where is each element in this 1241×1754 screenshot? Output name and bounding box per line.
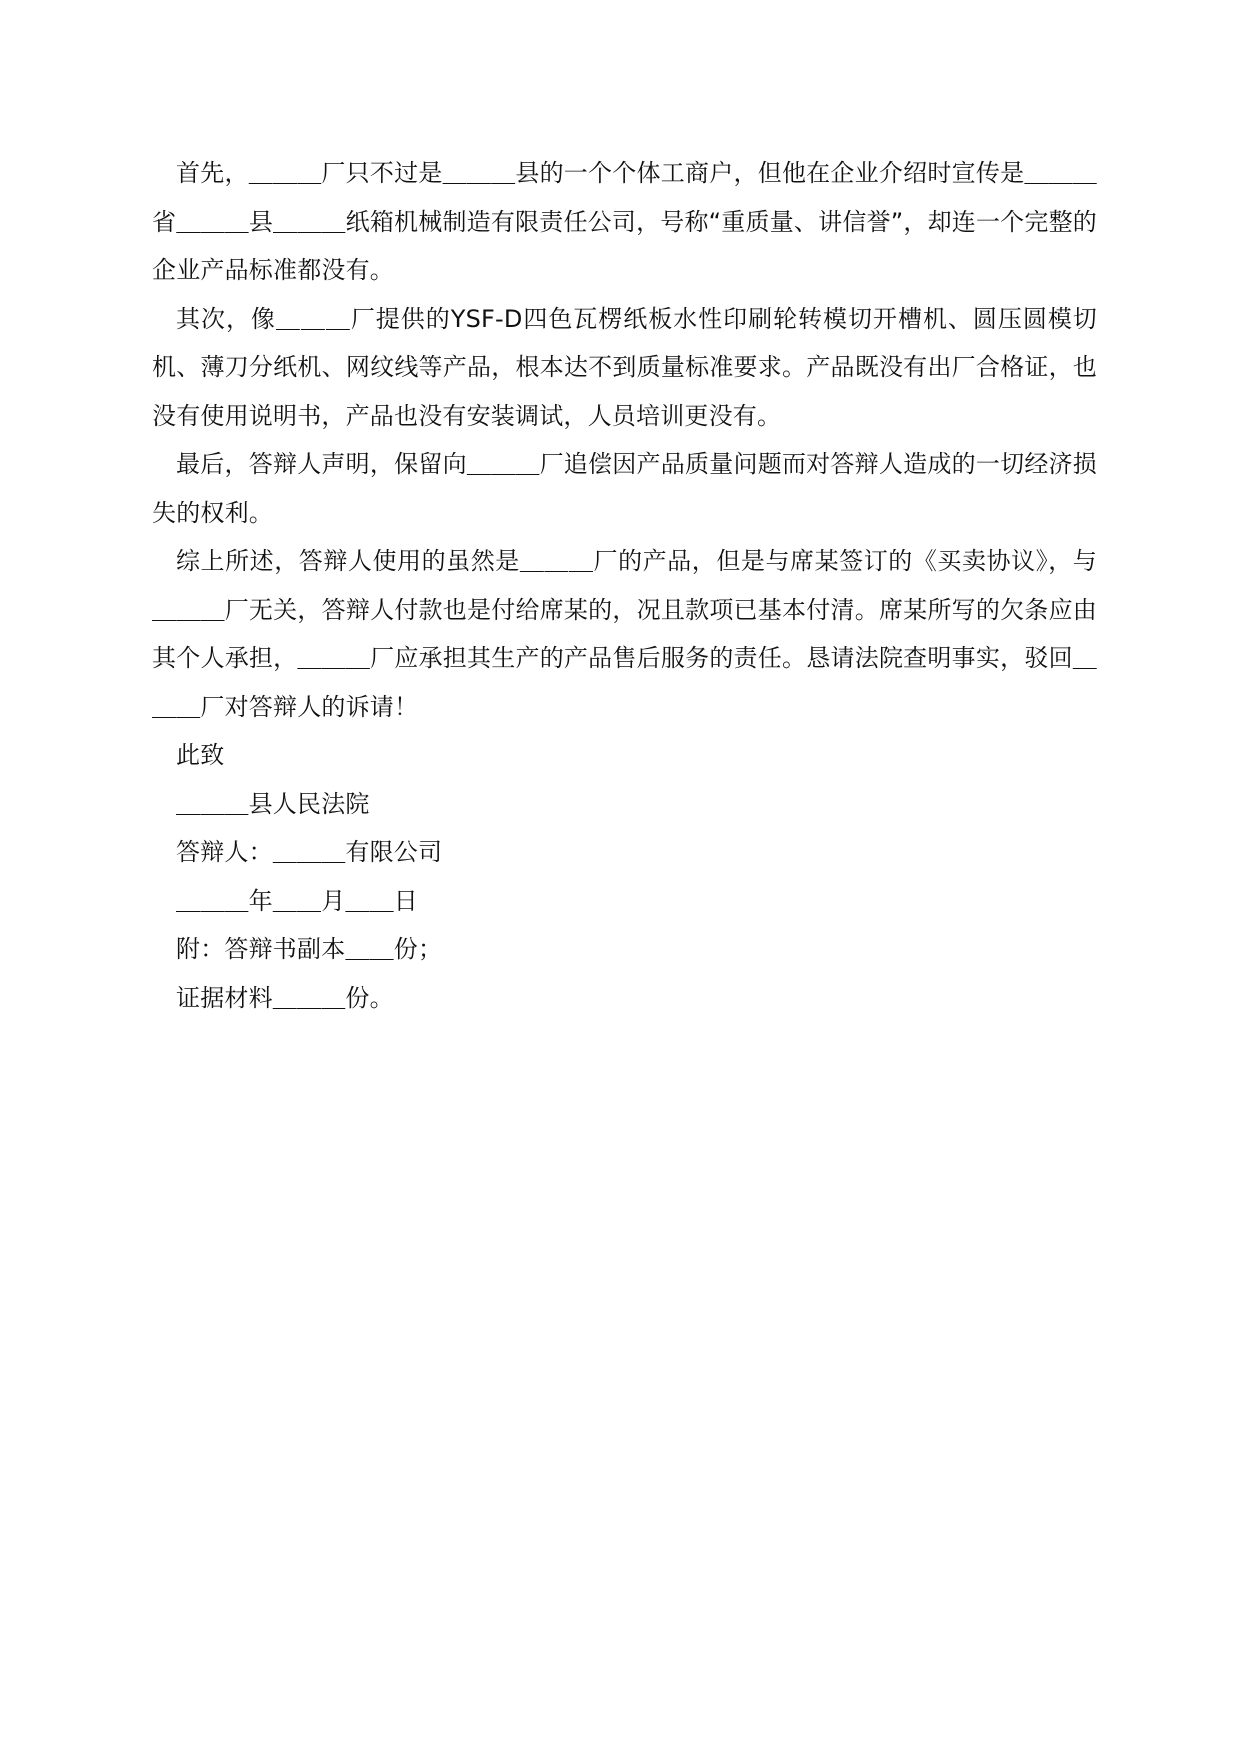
closing-respondent: 答辩人：＿＿＿有限公司 [176,838,443,866]
attachment-copies: 附：答辩书副本＿＿份； [176,935,443,963]
closing-date: ＿＿＿年＿＿月＿＿日 [176,886,418,915]
closing-court: ＿＿＿县人民法院 [176,789,370,818]
document-body [152,149,1097,1022]
paragraph-third: 最后，答辩人声明，保留向＿＿＿厂追偿因产品质量问题而对答辩人造成的一切经济损失的权利。 [152,450,1097,527]
paragraph-summary: 综上所述，答辩人使用的虽然是＿＿＿厂的产品，但是与席某签订的《买卖协议》，与＿＿＿厂无关，答辩人付款也是付给席某的，况且款项已基本付清。席某所写的欠条应由其个人承担，＿＿＿厂应承担其生产的产品售后服务的责任。恳请法院查明事实，驳回＿＿＿厂对答辩人的诉请！ [152,547,1097,721]
paragraph-second: 其次，像＿＿＿厂提供的YSF-D四色瓦楞纸板水性印刷轮转模切开槽机、圆压圆模切机、薄刀分纸机、网纹线等产品，根本达不到质量标准要求。产品既没有出厂合格证，也没有使用说明书，产品也没有安装调试，人员培训更没有。 [152,304,1097,430]
paragraph-first: 首先，＿＿＿厂只不过是＿＿＿县的一个个体工商户，但他在企业介绍时宣传是＿＿＿省＿＿＿县＿＿＿纸箱机械制造有限责任公司，号称“重质量、讲信誉”，却连一个完整的企业产品标准都没有。 [152,159,1097,284]
attachment-evidence: 证据材料＿＿＿份。 [176,983,394,1012]
closing-salutation: 此致 [176,741,225,769]
